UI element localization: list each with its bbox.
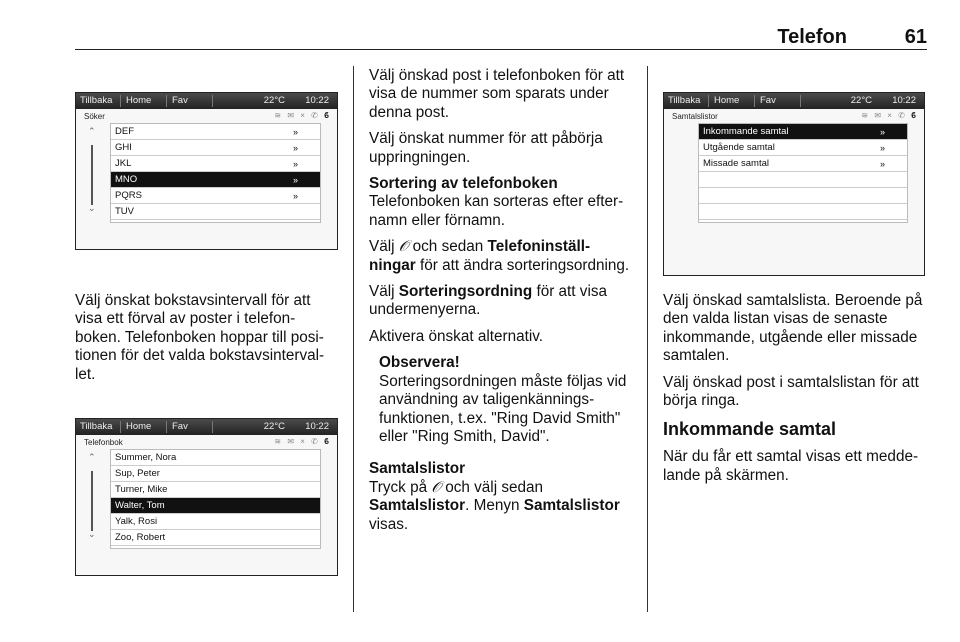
phone-icon: 𝒪	[431, 478, 441, 496]
col3-paragraph-1: Välj önskad samtalslista. Beroende på den valda listan visas de senaste inkommande, utgående eller missade samtalen.	[663, 292, 923, 365]
temperature: 22°C	[263, 421, 285, 432]
col2-paragraph-2: Välj önskat nummer för att påbörja uppringningen.	[369, 130, 603, 166]
list-item-label: JKL	[115, 158, 132, 169]
mute-icon: ×	[300, 111, 307, 120]
clock: 10:22	[305, 95, 329, 106]
list-item-label: Yalk, Rosi	[115, 516, 158, 527]
col3-paragraph-2: Välj önskad post i samtalslistan för att börja ringa.	[663, 373, 919, 410]
page-title: Telefon	[777, 26, 847, 48]
scrollbar[interactable]	[91, 471, 93, 531]
nav-separator	[212, 421, 213, 433]
status-icons	[274, 437, 331, 446]
top-bar	[76, 93, 337, 109]
list-item-label: Turner, Mike	[115, 484, 168, 495]
chevron-right-icon: »	[292, 127, 298, 137]
col3-paragraph-3: När du får ett samtal visas ett medde-lande på skärmen.	[663, 448, 919, 484]
nav-button-tillbaka[interactable]: Tillbaka	[80, 421, 113, 432]
nav-separator	[800, 95, 801, 107]
phone-status-icon: ✆	[311, 111, 320, 120]
col2-paragraph-7: Tryck på 𝒪 och välj sedan Samtalslistor. Menyn Samtalslistor visas.	[369, 478, 620, 533]
col2-paragraph-6: Aktivera önskat alternativ.	[369, 327, 544, 345]
entry-list	[110, 449, 321, 549]
nav-button-home[interactable]: Home	[126, 95, 152, 106]
chevron-right-icon: »	[292, 159, 298, 169]
list-item-label: GHI	[115, 142, 132, 153]
nav-separator	[166, 421, 167, 433]
nav-button-home[interactable]: Home	[126, 421, 152, 432]
chevron-right-icon: »	[292, 191, 298, 201]
col2-paragraph-4: Välj 𝒪 och sedan Telefoninställ-ningar för att ändra sorteringsordning.	[369, 238, 630, 274]
nav-separator	[120, 421, 121, 433]
list-item-label: Zoo, Robert	[115, 532, 166, 543]
list-item-label: Utgående samtal	[703, 142, 775, 153]
note-box	[369, 354, 635, 446]
list-item[interactable]	[111, 466, 320, 482]
screen-subtitle: Samtalslistor	[672, 112, 718, 121]
list-item-label: PQRS	[115, 190, 142, 201]
list-item[interactable]	[699, 172, 907, 188]
phone-icon: 𝒪	[398, 238, 409, 256]
signal-icon: ≋	[861, 111, 871, 120]
page-number: 61	[904, 26, 927, 48]
column-1	[75, 292, 341, 392]
bluetooth-icon: ϐ	[911, 111, 918, 120]
temperature: 22°C	[263, 95, 285, 106]
nav-button-tillbaka[interactable]: Tillbaka	[668, 95, 701, 106]
list-item[interactable]	[699, 204, 907, 220]
scroll-up-icon[interactable]: ⌃	[88, 452, 96, 462]
list-item-label: MNO	[115, 174, 138, 185]
entry-list	[110, 123, 321, 223]
list-item[interactable]	[111, 482, 320, 498]
col1-paragraph: Välj önskat bokstavsintervall för att visa ett förval av poster i telefon-boken. Telefonboken hoppar till posi-tionen för det valda bokstavsinterval-let.	[75, 292, 325, 383]
message-icon: ✉	[874, 111, 884, 120]
nav-separator	[166, 95, 167, 107]
header-rule	[75, 49, 927, 50]
temperature: 22°C	[850, 95, 872, 106]
screenshot-search	[75, 92, 338, 250]
list-item[interactable]	[111, 140, 320, 156]
list-item[interactable]	[111, 530, 320, 546]
top-bar	[664, 93, 924, 109]
nav-button-fav[interactable]: Fav	[172, 421, 188, 432]
entry-list	[698, 123, 908, 223]
heading-incoming-call: Inkommande samtal	[663, 419, 837, 440]
bluetooth-icon: ϐ	[324, 437, 331, 446]
phone-status-icon: ✆	[311, 437, 320, 446]
note-text: Sorteringsordningen måste följas vid användning av taligenkännings-funktionen, t.ex. "Ring David Smith" eller "Ring Smith, David".	[379, 372, 627, 445]
list-item[interactable]	[111, 124, 320, 140]
message-icon: ✉	[287, 111, 297, 120]
list-item[interactable]	[111, 514, 320, 530]
nav-separator	[120, 95, 121, 107]
screen-subtitle: Telefonbok	[84, 438, 123, 447]
bluetooth-icon: ϐ	[324, 111, 331, 120]
nav-button-home[interactable]: Home	[714, 95, 740, 106]
nav-separator	[212, 95, 213, 107]
screenshot-calllists	[663, 92, 925, 276]
nav-separator	[754, 95, 755, 107]
list-item[interactable]	[111, 450, 320, 466]
list-item[interactable]	[111, 204, 320, 220]
signal-icon: ≋	[274, 437, 284, 446]
heading-sorting: Sortering av telefonboken	[369, 175, 558, 193]
list-item-label: TUV	[115, 206, 134, 217]
phone-status-icon: ✆	[898, 111, 907, 120]
list-item[interactable]	[111, 188, 320, 204]
clock: 10:22	[892, 95, 916, 106]
signal-icon: ≋	[274, 111, 284, 120]
note-title: Observera!	[379, 354, 460, 372]
nav-separator	[708, 95, 709, 107]
display-screen	[75, 92, 338, 250]
list-item[interactable]	[111, 498, 320, 514]
col2-paragraph-5: Välj Sorteringsordning för att visa undermenyerna.	[369, 283, 608, 319]
list-item[interactable]	[699, 124, 907, 140]
scroll-down-icon[interactable]: ⌄	[88, 529, 96, 539]
nav-button-tillbaka[interactable]: Tillbaka	[80, 95, 113, 106]
status-icons	[861, 111, 918, 120]
nav-button-fav[interactable]: Fav	[172, 95, 188, 106]
list-item[interactable]	[111, 172, 320, 188]
screen-subtitle: Söker	[84, 112, 105, 121]
list-item-label: Summer, Nora	[115, 452, 177, 463]
list-item-label: Walter, Tom	[115, 500, 165, 511]
display-screen	[75, 418, 338, 576]
column-3	[663, 292, 929, 493]
mute-icon: ×	[300, 437, 307, 446]
column-divider-2	[647, 66, 648, 612]
screenshot-phonebook	[75, 418, 338, 576]
list-item[interactable]	[699, 188, 907, 204]
chevron-right-icon: »	[879, 159, 885, 169]
top-bar	[76, 419, 337, 435]
message-icon: ✉	[287, 437, 297, 446]
list-item[interactable]	[699, 156, 907, 172]
mute-icon: ×	[887, 111, 894, 120]
scroll-up-icon[interactable]: ⌃	[88, 126, 96, 136]
col2-paragraph-3: Telefonboken kan sorteras efter efter-namn eller förnamn.	[369, 193, 624, 229]
list-item-label: DEF	[115, 126, 134, 137]
heading-call-lists: Samtalslistor	[369, 460, 466, 478]
page-header	[75, 26, 927, 50]
status-icons	[274, 111, 331, 120]
list-item-label: Missade samtal	[703, 158, 769, 169]
scroll-down-icon[interactable]: ⌄	[88, 203, 96, 213]
chevron-right-icon: »	[292, 175, 298, 185]
display-screen	[663, 92, 925, 276]
list-item-label: Sup, Peter	[115, 468, 160, 479]
list-item[interactable]	[111, 156, 320, 172]
scrollbar[interactable]	[91, 145, 93, 205]
chevron-right-icon: »	[879, 143, 885, 153]
list-item[interactable]	[699, 140, 907, 156]
nav-button-fav[interactable]: Fav	[760, 95, 776, 106]
list-item-label: Inkommande samtal	[703, 126, 789, 137]
col2-paragraph-1: Välj önskad post i telefonboken för att visa de nummer som sparats under denna post.	[369, 67, 625, 121]
column-divider-1	[353, 66, 354, 612]
column-2	[369, 67, 635, 534]
clock: 10:22	[305, 421, 329, 432]
chevron-right-icon: »	[292, 143, 298, 153]
chevron-right-icon: »	[879, 127, 885, 137]
